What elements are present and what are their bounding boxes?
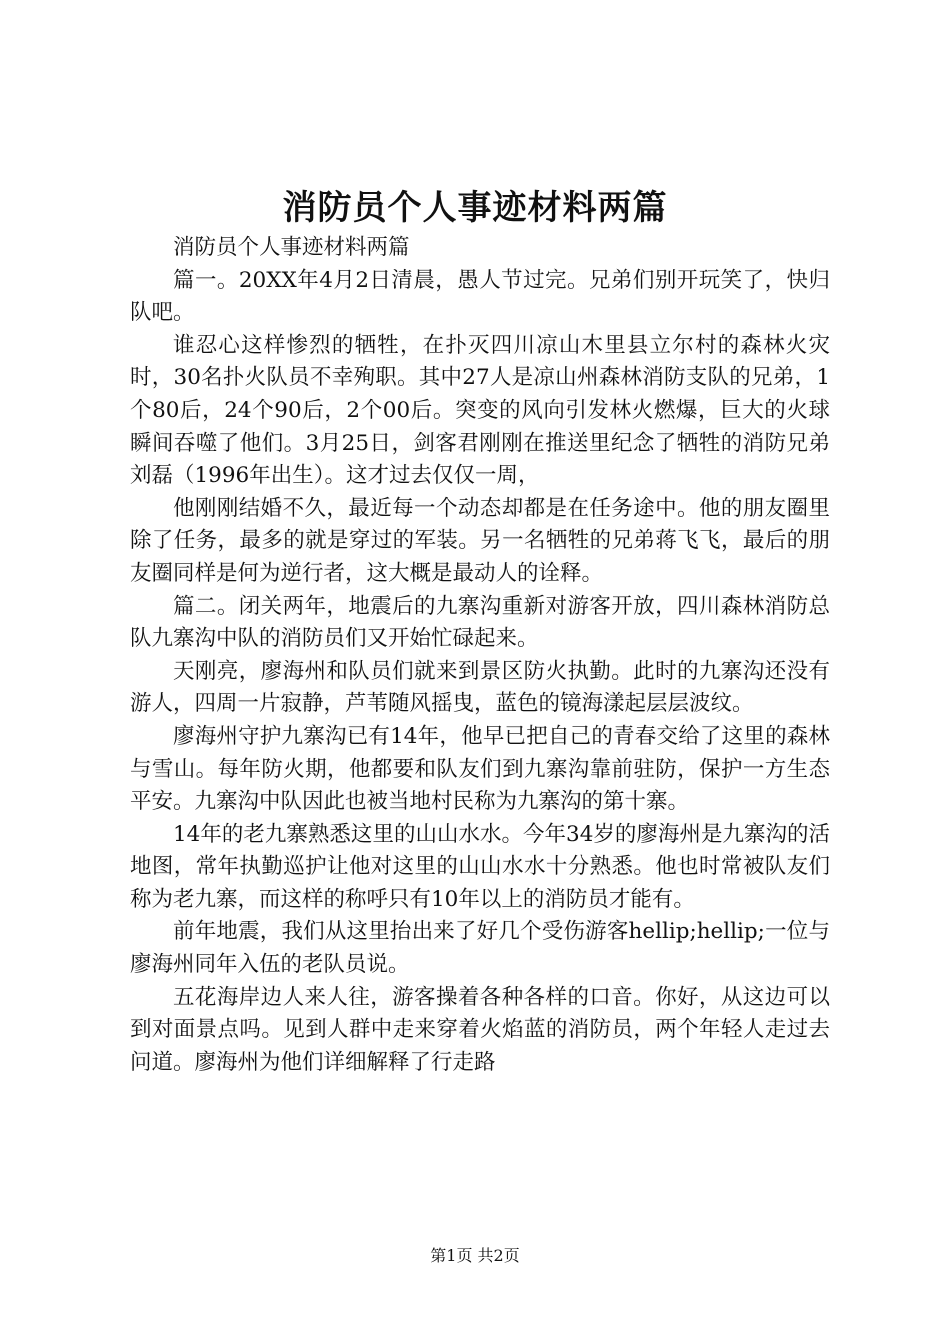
document-body [130, 232, 830, 1079]
paragraph-sacrifice: 谁忍心这样惨烈的牺牲，在扑灭四川凉山木里县立尔村的森林火灾时，30名扑火队员不幸殉职。其中27人是凉山州森林消防支队的兄弟，1个80后，24个90后，2个00后。突变的风向引发林火燃爆，巨大的火球瞬间吞噬了他们。3月25日，剑客君刚刚在推送里纪念了牺牲的消防兄弟刘磊（1996年出生）。这才过去仅仅一周， [130, 332, 830, 489]
paragraph-just-married: 他刚刚结婚不久，最近每一个动态却都是在任务途中。他的朋友圈里除了任务，最多的就是穿过的军装。另一名牺牲的兄弟蒋飞飞，最后的朋友圈同样是何为逆行者，这大概是最动人的诠释。 [130, 495, 830, 586]
paragraph-wuhua-lake: 五花海岸边人来人往，游客操着各种各样的口音。你好，从这边可以到对面景点吗。见到人群中走来穿着火焰蓝的消防员，两个年轻人走过去问道。廖海州为他们详细解释了行走路 [130, 984, 830, 1075]
document-title: 消防员个人事迹材料两篇 [282, 188, 668, 228]
page-number-footer: 第1页 共2页 [430, 1246, 520, 1265]
paragraph-fourteen-years: 廖海州守护九寨沟已有14年，他早已把自己的青春交给了这里的森林与雪山。每年防火期，他都要和队友们到九寨沟靠前驻防，保护一方生态平安。九寨沟中队因此也被当地村民称为九寨沟的第十寨。 [130, 723, 830, 815]
paragraph-part-two-intro: 篇二。闭关两年，地震后的九寨沟重新对游客开放，四川森林消防总队九寨沟中队的消防员们又开始忙碌起来。 [130, 593, 830, 652]
paragraph-old-jiuzhai: 14年的老九寨熟悉这里的山山水水。今年34岁的廖海州是九寨沟的活地图，常年执勤巡护让他对这里的山山水水十分熟悉。他也时常被队友们称为老九寨，而这样的称呼只有10年以上的消防员才能有。 [130, 821, 830, 912]
paragraph-part-one-intro: 篇一。20XX年4月2日清晨，愚人节过完。兄弟们别开玩笑了，快归队吧。 [130, 267, 830, 326]
paragraph-earthquake: 前年地震，我们从这里抬出来了好几个受伤游客hellip;hellip;一位与廖海州同年入伍的老队员说。 [130, 919, 830, 978]
paragraph-subtitle: 消防员个人事迹材料两篇 [173, 235, 410, 260]
paragraph-dawn-patrol: 天刚亮，廖海州和队员们就来到景区防火执勤。此时的九寨沟还没有游人，四周一片寂静，芦苇随风摇曳，蓝色的镜海漾起层层波纹。 [130, 658, 830, 717]
